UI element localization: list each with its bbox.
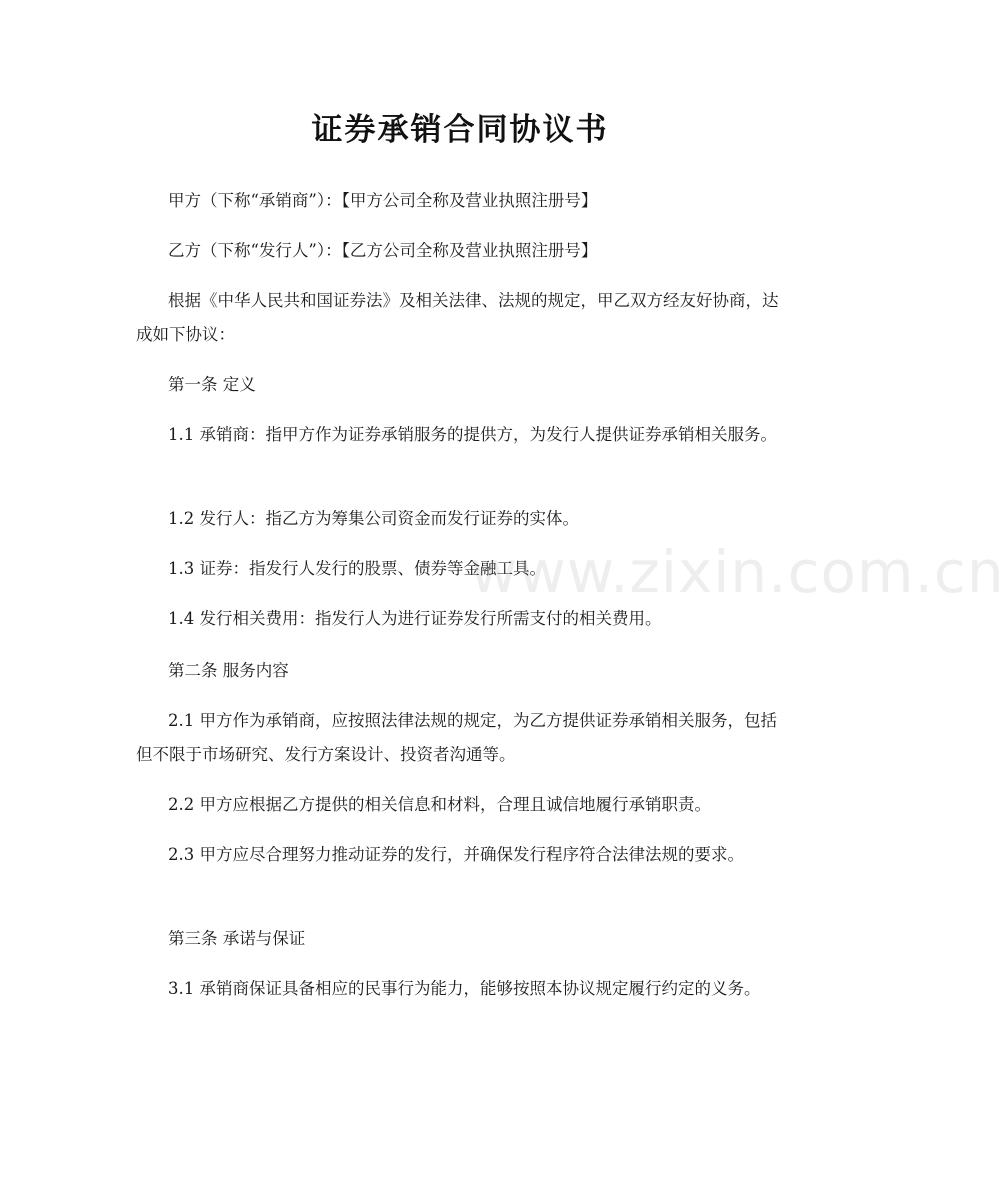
party-a-line: 甲方（下称“承销商”）：【甲方公司全称及营业执照注册号】	[168, 191, 598, 210]
clause-1-4: 1.4 发行相关费用：指发行人为进行证券发行所需支付的相关费用。	[168, 609, 662, 628]
clause-2-3: 2.3 甲方应尽合理努力推动证券的发行，并确保发行程序符合法律法规的要求。	[168, 845, 744, 864]
article-2-heading: 第二条 服务内容	[168, 661, 289, 680]
clause-1-1: 1.1 承销商：指甲方作为证券承销服务的提供方，为发行人提供证券承销相关服务。	[168, 425, 777, 444]
document-title: 证券承销合同协议书	[311, 112, 609, 148]
preamble-paragraph: 根据《中华人民共和国证券法》及相关法律、法规的规定，甲乙双方经友好协商，达成如下协议：	[136, 291, 779, 344]
clause-2-2: 2.2 甲方应根据乙方提供的相关信息和材料，合理且诚信地履行承销职责。	[168, 795, 711, 814]
article-1-heading: 第一条 定义	[168, 375, 256, 394]
clause-1-3: 1.3 证券：指发行人发行的股票、债券等金融工具。	[168, 559, 546, 578]
article-3-heading: 第三条 承诺与保证	[168, 929, 306, 948]
clause-1-2: 1.2 发行人：指乙方为筹集公司资金而发行证券的实体。	[168, 509, 579, 528]
clause-2-1: 2.1 甲方作为承销商，应按照法律法规的规定，为乙方提供证券承销相关服务，包括但不限于市场研究、发行方案设计、投资者沟通等。	[136, 711, 777, 764]
clause-3-1: 3.1 承销商保证具备相应的民事行为能力，能够按照本协议规定履行约定的义务。	[168, 979, 761, 998]
party-b-line: 乙方（下称“发行人”）：【乙方公司全称及营业执照注册号】	[168, 241, 598, 260]
watermark: www.zixin.com.cn	[470, 538, 1005, 606]
